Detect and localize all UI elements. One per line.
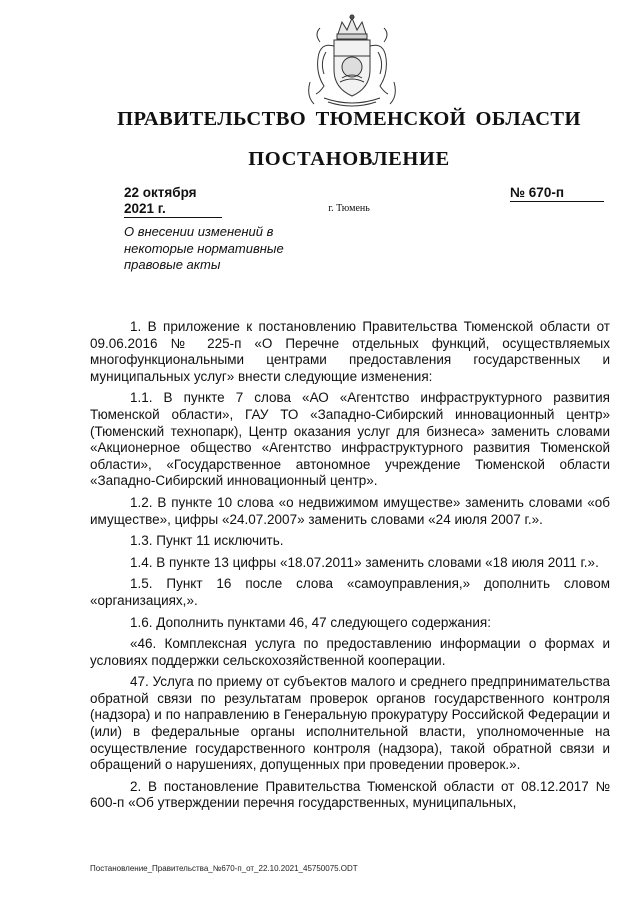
- document-subject: О внесении изменений в некоторые нормативные правовые акты: [124, 224, 284, 272]
- paragraph-1-3: 1.3. Пункт 11 исключить.: [130, 533, 284, 549]
- document-number: № 670-п: [510, 185, 604, 202]
- paragraph-item-47: 47. Услуга по приему от субъектов малого и среднего предпринимательства обратной связи по результатам проверок органов государственного контроля (надзора) и по направлению в Генеральную прокуратуру Российской Федерации и (или) в федеральные органы исполнительной власти, уполномоченные на осуществление государственного контроля (надзора), такой обратной связи и обращений о нарушениях, допущенных при проведении проверок.».: [90, 674, 610, 773]
- paragraph-1-1: 1.1. В пункте 7 слова «АО «Агентство инфраструктурного развития Тюменской области», ГАУ ТО «Западно-Сибирский инновационный центр» (Тюменский технопарк), Центр оказания услуг для бизнеса» заменить словами «Акционерное общество «Агентство инфраструктурного развития Тюменской области», «Государственное автономное учреждение Тюменской области «Западно-Сибирский инновационный центр».: [90, 390, 610, 489]
- document-date: 22 октября 2021 г.: [124, 185, 222, 218]
- document-type: ПОСТАНОВЛЕНИЕ: [248, 148, 450, 170]
- coat-of-arms-emblem: [290, 12, 414, 110]
- paragraph-1-5: 1.5. Пункт 16 после слова «самоуправления,» дополнить словом «организациях,».: [90, 576, 610, 608]
- paragraph-1: 1. В приложение к постановлению Правительства Тюменской области от 09.06.2016 № 225-п «О Перечне отдельных функций, осуществляемых многофункциональными центрами предоставления государственных и муниципальных услуг» внести следующие изменения:: [90, 319, 610, 384]
- paragraph-1-6: 1.6. Дополнить пунктами 46, 47 следующего содержания:: [130, 614, 491, 630]
- file-footer: Постановление_Правительства_№670-п_от_22.10.2021_45750075.ODT: [90, 864, 358, 873]
- government-title: ПРАВИТЕЛЬСТВО ТЮМЕНСКОЙ ОБЛАСТИ: [117, 108, 581, 130]
- document-body: [90, 319, 610, 817]
- paragraph-2: 2. В постановление Правительства Тюменской области от 08.12.2017 № 600-п «Об утверждении перечня государственных, муниципальных,: [90, 778, 610, 811]
- paragraph-1-2: 1.2. В пункте 10 слова «о недвижимом имуществе» заменить словами «об имуществе», цифры «24.07.2007» заменить словами «24 июля 2007 г.».: [90, 494, 610, 527]
- paragraph-item-46: «46. Комплексная услуга по предоставлению информации о формах и условиях поддержки сельскохозяйственной кооперации.: [90, 636, 610, 668]
- paragraph-1-4: 1.4. В пункте 13 цифры «18.07.2011» заменить словами «18 июля 2011 г.».: [130, 554, 599, 570]
- document-city: г. Тюмень: [328, 203, 370, 214]
